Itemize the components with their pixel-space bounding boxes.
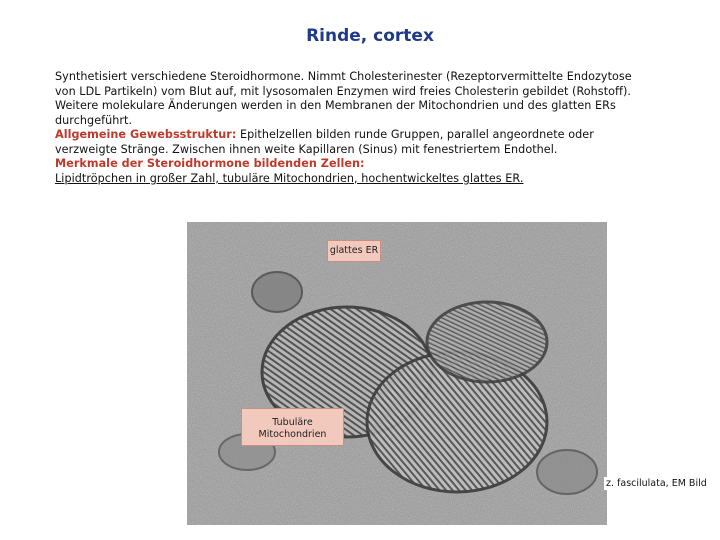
label-smooth-er: glattes ER xyxy=(327,240,381,262)
micrograph-image xyxy=(187,222,607,525)
image-caption: z. fascilulata, EM Bild xyxy=(606,478,707,489)
cells-text: Lipidtröpchen in großer Zahl, tubuläre Mitochondrien, hochentwickeltes glattes ER. xyxy=(55,171,524,185)
label-tubular-mitochondria xyxy=(241,408,344,446)
description-text xyxy=(55,70,655,186)
mitochondrion xyxy=(427,302,547,382)
label-mito-line1: Tubuläre xyxy=(272,417,313,428)
intro-paragraph: Synthetisiert verschiedene Steroidhormone. Nimmt Cholesterinester (Rezeptorvermittelte Endozytose von LDL Partikeln) vom Blut auf, mit lysosomalen Enzymen wird freies Cholesterin gebildet (Rohstoff). Weitere molekulare Änderungen werden in den Membranen der Mitochondrien und des glatten ERs durchgeführt. xyxy=(55,70,632,127)
page-title: Rinde, cortex xyxy=(306,26,434,46)
cells-heading: Merkmale der Steroidhormone bildenden Zellen: xyxy=(55,157,365,170)
structure-heading: Allgemeine Gewebsstruktur: xyxy=(55,128,237,141)
em-micrograph xyxy=(187,222,607,525)
label-mito-line2: Mitochondrien xyxy=(258,429,327,440)
structure-text: Epithelzellen bilden runde Gruppen, parallel angeordnete oder verzweigte Stränge. Zwischen ihnen weite Kapillaren (Sinus) mit fenestriertem Endothel. xyxy=(55,128,594,156)
